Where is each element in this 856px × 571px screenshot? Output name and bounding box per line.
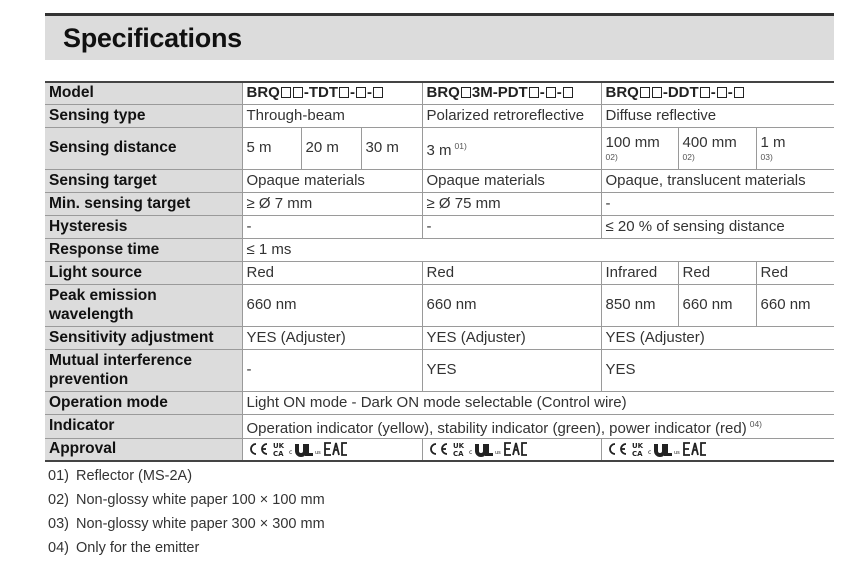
cell: ≥ Ø 75 mm [422,192,601,215]
model-through-beam: BRQ -TDT - - [242,82,422,104]
svg-text:us: us [494,450,501,457]
certification-marks-icon [247,441,353,457]
cell: Red [756,261,834,284]
placeholder-box-icon [546,87,556,98]
row-label: Min. sensing target [45,192,242,215]
row-label: Light source [45,261,242,284]
row-label: Peak emission wavelength [45,284,242,326]
section-header [45,13,834,60]
table-row-sensing-target [45,169,834,192]
table-row-mutual-interference [45,349,834,391]
table-row-response-time [45,238,834,261]
approval-marks [422,438,601,461]
row-label: Sensitivity adjustment [45,326,242,349]
row-label: Model [45,82,242,104]
cell: 660 nm [242,284,422,326]
footnote-ref: 02) [682,152,695,162]
footnote-ref: 04) [749,418,763,429]
svg-text:UK: UK [272,442,284,451]
cell: 660 nm [422,284,601,326]
placeholder-box-icon [373,87,383,98]
cell: Opaque materials [422,169,601,192]
cell: - [242,349,422,391]
cell: Light ON mode - Dark ON mode selectable (Control wire) [242,391,834,414]
cell: YES [601,349,834,391]
footnote: 02) Non-glossy white paper 100 × 100 mm [48,492,325,508]
row-label: Indicator [45,414,242,438]
row-label: Sensing target [45,169,242,192]
row-label: Approval [45,438,242,461]
cell: - [422,215,601,238]
placeholder-box-icon [339,87,349,98]
row-label: Sensing type [45,104,242,127]
placeholder-box-icon [640,87,650,98]
footnote: 01) Reflector (MS-2A) [48,468,193,484]
table-row-operation-mode [45,391,834,414]
cell: Infrared [601,261,678,284]
cell: 100 mm 02) [601,127,678,169]
cell: 850 nm [601,284,678,326]
certification-marks-icon [606,441,712,457]
svg-text:UK: UK [631,442,643,451]
placeholder-box-icon [293,87,303,98]
cell: Red [678,261,756,284]
svg-text:CA: CA [452,450,464,458]
row-label: Sensing distance [45,127,242,169]
row-label: Hysteresis [45,215,242,238]
approval-marks [601,438,834,461]
table-row-hysteresis [45,215,834,238]
svg-text:CA: CA [631,450,643,458]
cell: ≤ 1 ms [242,238,834,261]
placeholder-box-icon [529,87,539,98]
cell: Opaque, translucent materials [601,169,834,192]
row-label: Mutual interference prevention [45,349,242,391]
cell: Through-beam [242,104,422,127]
cell: Opaque materials [242,169,422,192]
table-row-min-target [45,192,834,215]
cell: Diffuse reflective [601,104,834,127]
table-row-peak-wavelength [45,284,834,326]
cell: ≤ 20 % of sensing distance [601,215,834,238]
table-row-sensing-type [45,104,834,127]
cell: 660 nm [756,284,834,326]
row-label: Response time [45,238,242,261]
placeholder-box-icon [281,87,291,98]
cell: - [601,192,834,215]
cell: Red [422,261,601,284]
placeholder-box-icon [652,87,662,98]
cell: 5 m [242,127,301,169]
cell: 1 m 03) [756,127,834,169]
cell: YES [422,349,601,391]
cell: YES (Adjuster) [601,326,834,349]
spec-table [45,81,834,462]
cell: YES (Adjuster) [242,326,422,349]
cell: - [242,215,422,238]
svg-text:c: c [468,449,472,457]
page-title: Specifications [63,23,242,53]
svg-text:us: us [314,450,321,457]
placeholder-box-icon [461,87,471,98]
svg-text:UK: UK [452,442,464,451]
svg-text:CA: CA [272,450,284,458]
footnote-ref: 02) [605,152,618,162]
placeholder-box-icon [356,87,366,98]
table-row-sensitivity [45,326,834,349]
svg-text:c: c [647,449,651,457]
footnote: 04) Only for the emitter [48,540,200,556]
row-label: Operation mode [45,391,242,414]
svg-text:c: c [288,449,292,457]
table-row-approval [45,438,834,461]
cell: 20 m [301,127,361,169]
cell: 400 mm 02) [678,127,756,169]
table-row-indicator [45,414,834,438]
svg-text:us: us [673,450,680,457]
cell: 660 nm [678,284,756,326]
placeholder-box-icon [717,87,727,98]
placeholder-box-icon [700,87,710,98]
cell: 30 m [361,127,422,169]
footnote-ref: 03) [760,152,773,162]
table-row-light-source [45,261,834,284]
cell: Red [242,261,422,284]
cell: 3 m $^{01)}$ [422,127,601,169]
table-row-sensing-distance [45,127,834,169]
certification-marks-icon [427,441,533,457]
footnote-ref: 01) [454,140,467,151]
footnote: 03) Non-glossy white paper 300 × 300 mm [48,516,325,532]
cell: Polarized retroreflective [422,104,601,127]
cell: Operation indicator (yellow), stability indicator (green), power indicator (red) $^{04)}$ [242,414,834,438]
approval-marks [242,438,422,461]
cell: YES (Adjuster) [422,326,601,349]
model-diffuse: BRQ -DDT - - [601,82,834,104]
table-row-model [45,82,834,104]
placeholder-box-icon [734,87,744,98]
cell: ≥ Ø 7 mm [242,192,422,215]
model-retroreflective: BRQ 3M-PDT - - [422,82,601,104]
placeholder-box-icon [563,87,573,98]
